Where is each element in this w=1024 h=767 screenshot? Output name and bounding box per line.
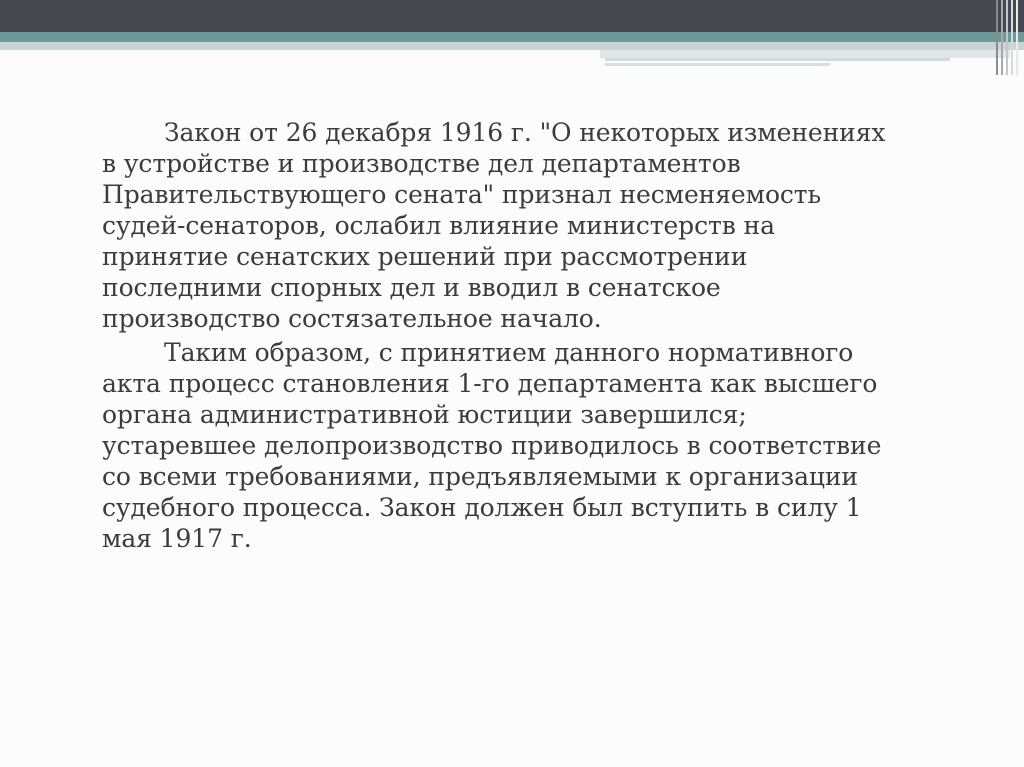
paragraph-conclusion: Таким образом, с принятием данного нормативного акта процесс становления 1-го департамента как высшего органа административной юстиции завершился; устаревшее делопроизводство приводилось в соответствие со всеми требованиями, предъявляемыми к организации судебного процесса. Закон должен был вступить в силу 1 мая 1917 г. — [102, 338, 882, 553]
header-accent-line — [605, 58, 950, 61]
header-stripe — [1001, 0, 1003, 75]
header-light-band — [0, 42, 1024, 50]
header-accent-line — [600, 50, 1010, 58]
paragraph-law-description: Закон от 26 декабря 1916 г. "О некоторых изменениях в устройстве и производстве дел департаментов Правительствующего сената" признал несменяемость судей-сенаторов, ослабил влияние министерств на принятие сенатских решений при рассмотрении последними спорных дел и вводил в сенатское производство состязательное начало. — [102, 118, 886, 333]
header-stripe — [1006, 0, 1008, 75]
header-stripe — [1016, 0, 1018, 75]
header-teal-bar — [0, 32, 1024, 42]
header-stripe — [996, 0, 998, 75]
header-dark-bar — [0, 0, 1024, 32]
header-accent-line — [605, 63, 830, 66]
header-stripe — [1011, 0, 1013, 75]
slide-body — [102, 117, 982, 557]
